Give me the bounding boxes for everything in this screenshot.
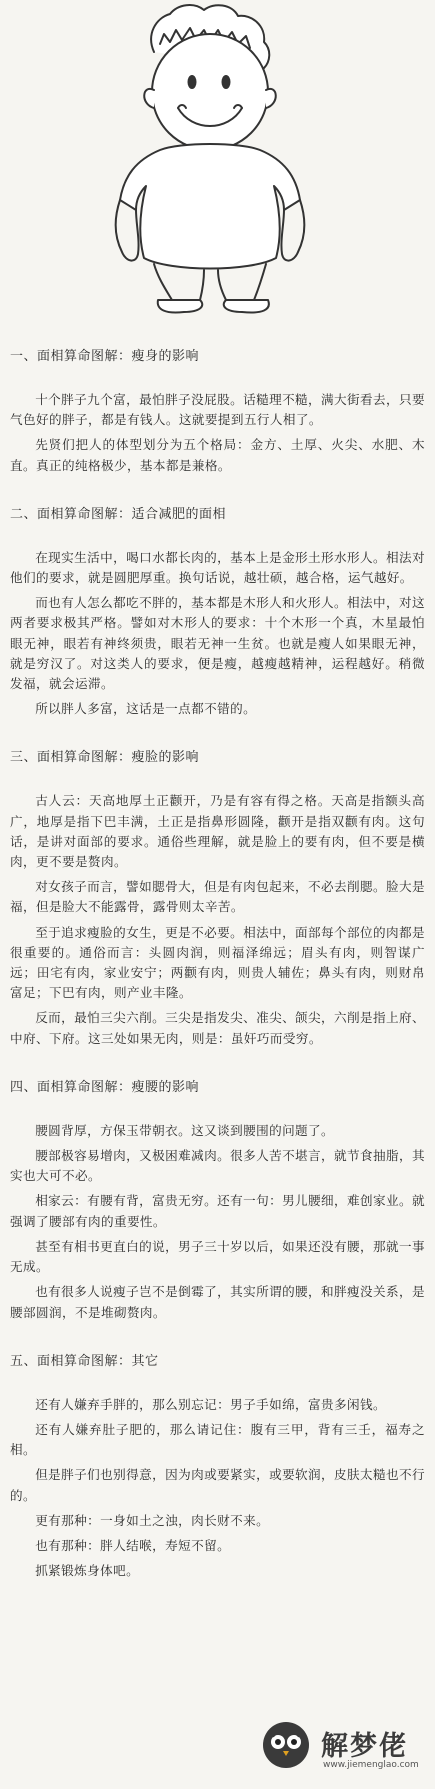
section-5-paragraph: 也有那种：胖人结喉，寿短不留。 — [35, 1537, 231, 1553]
section-3-paragraph: 至于追求瘦脸的女生，更是不必要。相法中，面部每个部位的肉都是很重要的。通俗而言：头圆肉润，则福泽绵远；眉头有肉，则智谋广远；田宅有肉，家业安宁；两颧有肉，则贵人辅佐；鼻头有肉，则财帛富足；下巴有肉，则产业丰隆。 — [10, 924, 425, 1001]
section-4-paragraph: 也有很多人说瘦子岂不是倒霉了，其实所谓的腰，和胖瘦没关系，是腰部圆润，不是堆砌赘肉。 — [10, 1284, 425, 1320]
watermark-url: www.jiemenglao.com — [323, 1760, 419, 1770]
section-4-paragraph: 甚至有相书更直白的说，男子三十岁以后，如果还没有腰，那就一事无成。 — [10, 1238, 425, 1275]
section-3-paragraph: 对女孩子而言，譬如腮骨大，但是有肉包起来，不必去削腮。脸大是福，但是脸大不能露骨，露骨则太辛苦。 — [10, 879, 425, 915]
owl-logo-icon — [261, 1720, 311, 1770]
section-4-heading: 四、面相算命图解：瘦腰的影响 — [10, 1079, 200, 1095]
section-2-heading: 二、面相算命图解：适合减肥的面相 — [10, 506, 227, 522]
section-5-heading: 五、面相算命图解：其它 — [10, 1353, 159, 1369]
section-3-heading: 三、面相算命图解：瘦脸的影响 — [10, 750, 200, 766]
section-1-heading: 一、面相算命图解：瘦身的影响 — [10, 349, 200, 364]
section-2-paragraph: 而也有人怎么都吃不胖的，基本都是木形人和火形人。相法中，对这两者要求极其严格。譬如对木形人的要求：十个木形一个真，木星最怕眼无神，眼若有神终须贵，眼若无神一生贫。也就是瘦人如果眼无神，就是穷汉了。对这类人的要求，便是瘦，越瘦越精神，运程越好。稍微发福，就会运滞。 — [10, 595, 425, 692]
section-1-paragraph: 十个胖子九个富，最怕胖子没屁股。话糙理不糙，满大街看去，只要气色好的胖子，都是有钱人。这就要提到五行人相了。 — [10, 392, 425, 428]
section-4-paragraph: 腰部极容易增肉，又极困难减肉。很多人苦不堪言，就节食抽脂，其实也大可不必。 — [10, 1148, 425, 1184]
section-5-paragraph: 还有人嫌弃肚子肥的，那么请记住：腹有三甲，背有三壬，福寿之相。 — [10, 1421, 425, 1458]
section-2-paragraph: 所以胖人多富，这话是一点都不错的。 — [35, 701, 257, 717]
site-watermark — [255, 1716, 430, 1780]
section-2-paragraph: 在现实生活中，喝口水都长肉的，基本上是金形土形水形人。相法对他们的要求，就是圆肥厚重。换句话说，越壮硕，越合格，运气越好。 — [10, 549, 425, 586]
section-5-paragraph: 还有人嫌弃手胖的，那么别忘记：男子手如绵，富贵多闲钱。 — [35, 1396, 387, 1412]
section-1-paragraph: 先贤们把人的体型划分为五个格局：金方、土厚、火尖、水肥、木直。真正的纯格极少，基本都是兼格。 — [10, 437, 425, 473]
section-5-paragraph: 更有那种：一身如土之浊，肉长财不来。 — [35, 1512, 270, 1528]
section-3-paragraph: 反而，最怕三尖六削。三尖是指发尖、准尖、颌尖，六削是指上府、中府、下府。这三处如果无肉，则是：虽奸巧而受穷。 — [10, 1010, 425, 1046]
section-4-paragraph: 相家云：有腰有背，富贵无穷。还有一句：男儿腰细，难创家业。就强调了腰部有肉的重要性。 — [10, 1193, 425, 1229]
watermark-brand: 解梦佬 — [321, 1731, 408, 1762]
section-3-paragraph: 古人云：天高地厚土正颧开，乃是有容有得之格。天高是指额头高广，地厚是指下巴丰满，土正是指鼻形圆隆，颧开是指双颧有肉。这句话，是讲对面部的要求。通俗些理解，就是脸上的要有肉，但不要是横肉，更不要是赘肉。 — [10, 793, 425, 870]
chubby-boy-illustration — [100, 0, 330, 318]
section-5-paragraph: 但是胖子们也别得意，因为肉或要紧实，或要软润，皮肤太糙也不行的。 — [10, 1467, 425, 1503]
section-5-paragraph: 抓紧锻炼身体吧。 — [35, 1563, 140, 1579]
section-4-paragraph: 腰圆背厚，方保玉带朝衣。这又谈到腰围的问题了。 — [35, 1122, 335, 1138]
article-body — [10, 348, 425, 1581]
